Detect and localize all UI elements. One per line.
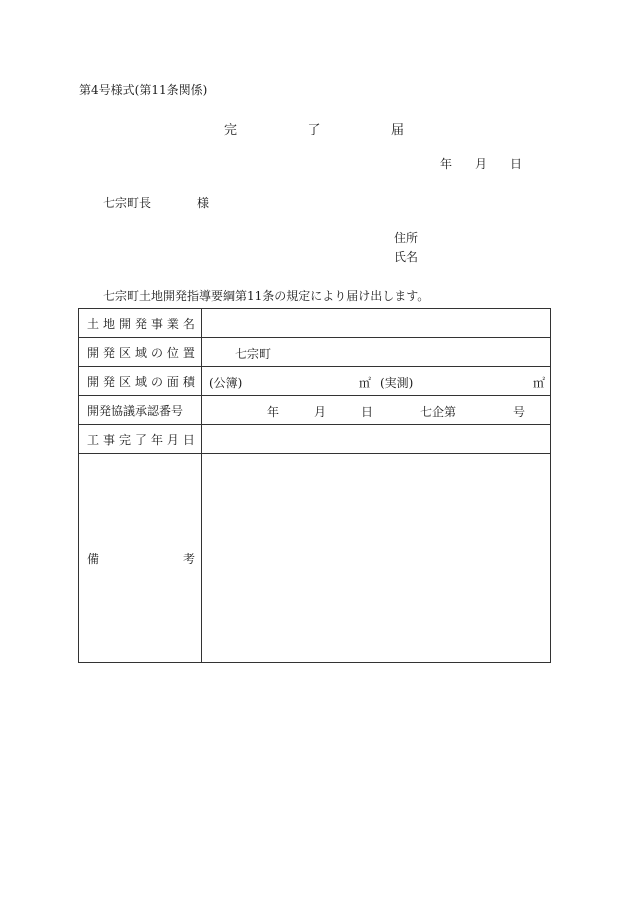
form-code: 第4号様式(第11条関係) xyxy=(79,83,208,97)
label-char: 了 xyxy=(134,432,147,447)
addressee-name: 七宗町長 xyxy=(103,196,152,210)
month-label: 月 xyxy=(474,157,487,171)
area-unit: ㎡ xyxy=(359,376,372,390)
completion-date-label xyxy=(79,425,202,454)
title-char: 届 xyxy=(390,123,404,138)
approval-day-label: 日 xyxy=(361,405,374,419)
project-name-field[interactable] xyxy=(202,309,551,338)
label-char: 考 xyxy=(182,551,195,566)
label-char: 積 xyxy=(182,374,195,389)
approval-month-label: 月 xyxy=(314,405,327,419)
location-field[interactable] xyxy=(202,338,551,367)
label-char: の xyxy=(150,345,163,360)
label-char: 完 xyxy=(118,432,131,447)
statement: 七宗町土地開発指導要綱第11条の規定により届け出します。 xyxy=(103,289,430,303)
table-row xyxy=(79,367,551,396)
label-char: 発 xyxy=(102,345,115,360)
label-char: 位 xyxy=(166,345,179,360)
location-label xyxy=(79,338,202,367)
project-name-label xyxy=(79,309,202,338)
label-char: 域 xyxy=(134,345,147,360)
area-actual-label: (実測) xyxy=(380,376,414,390)
table-row xyxy=(79,338,551,367)
approval-label-text: 開発協議承認番号 xyxy=(87,403,184,418)
remarks-field[interactable] xyxy=(202,454,551,663)
submission-date xyxy=(440,155,522,172)
title-char: 了 xyxy=(307,123,321,138)
label-char: 日 xyxy=(182,432,195,447)
label-char: 発 xyxy=(134,316,147,331)
label-char: 発 xyxy=(102,374,115,389)
label-char: 土 xyxy=(87,316,100,331)
label-char: 事 xyxy=(102,432,115,447)
approval-year-label: 年 xyxy=(267,405,280,419)
location-value: 七宗町 xyxy=(235,347,272,361)
completion-date-field[interactable] xyxy=(202,425,551,454)
label-char: 面 xyxy=(166,374,179,389)
table-row xyxy=(79,425,551,454)
label-char: 域 xyxy=(134,374,147,389)
label-char: 名 xyxy=(182,316,195,331)
table-row xyxy=(79,309,551,338)
addressee xyxy=(103,194,209,211)
label-char: 備 xyxy=(87,551,100,566)
label-char: 年 xyxy=(150,432,163,447)
applicant-block xyxy=(394,229,418,267)
addressee-honorific: 様 xyxy=(197,196,210,210)
label-char: 事 xyxy=(150,316,163,331)
day-label: 日 xyxy=(509,157,522,171)
document-title xyxy=(224,119,404,138)
area-unit: ㎡ xyxy=(533,376,546,390)
form-table xyxy=(78,308,551,663)
title-char: 完 xyxy=(224,123,238,138)
approval-prefix: 七企第 xyxy=(420,405,457,419)
table-row xyxy=(79,396,551,425)
label-char: 工 xyxy=(87,432,100,447)
label-char: 区 xyxy=(118,374,131,389)
label-char: 開 xyxy=(87,374,100,389)
label-char: 地 xyxy=(102,316,115,331)
remarks-label xyxy=(79,454,202,663)
area-label xyxy=(79,367,202,396)
label-char: の xyxy=(150,374,163,389)
label-char: 開 xyxy=(118,316,131,331)
label-char: 月 xyxy=(166,432,179,447)
approval-number-label xyxy=(79,396,202,425)
table-row xyxy=(79,454,551,663)
label-char: 置 xyxy=(182,345,195,360)
label-char: 開 xyxy=(87,345,100,360)
label-char: 区 xyxy=(118,345,131,360)
label-char: 業 xyxy=(166,316,179,331)
year-label: 年 xyxy=(440,157,453,171)
address-label: 住所 xyxy=(394,231,419,245)
name-label: 氏名 xyxy=(394,250,419,264)
approval-suffix: 号 xyxy=(513,405,526,419)
approval-number-field[interactable] xyxy=(202,396,551,425)
area-field[interactable] xyxy=(202,367,551,396)
area-registry-label: (公簿) xyxy=(209,376,243,390)
